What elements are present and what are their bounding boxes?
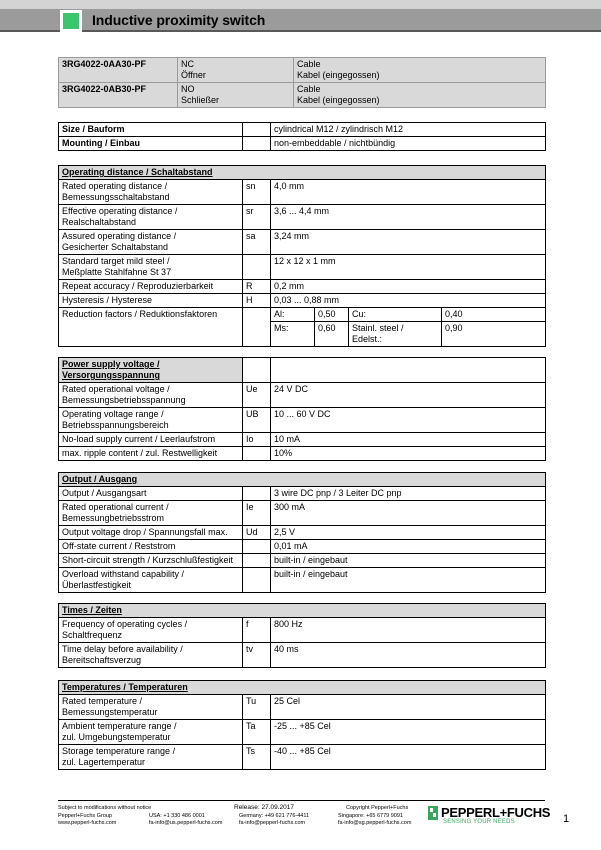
footer-note: Subject to modifications without notice	[58, 805, 152, 811]
spec-symbol: Ue	[243, 383, 271, 408]
material-label: Ms:	[271, 322, 315, 347]
brand-slogan: SENSING YOUR NEEDS	[443, 819, 515, 825]
table-row	[59, 540, 546, 554]
material-label: Cu:	[349, 308, 442, 322]
spec-symbol	[243, 308, 271, 347]
table-row	[59, 695, 546, 720]
table-row	[59, 554, 546, 568]
table-row	[59, 487, 546, 501]
material-factor: 0,60	[315, 322, 349, 347]
spec-label: Effective operating distance / Realschaltabstand	[59, 205, 243, 230]
spec-value: 3 wire DC pnp / 3 Leiter DC pnp	[271, 487, 546, 501]
spec-label: Rated temperature / Bemessungstemperatur	[59, 695, 243, 720]
spec-label: Standard target mild steel / Meßplatte Stahlfahne St 37	[59, 255, 243, 280]
spec-symbol: Ts	[243, 745, 271, 770]
spec-label: Overload withstand capability / Überlastfestigkeit	[59, 568, 243, 593]
table-row	[59, 720, 546, 745]
spec-label: Rated operating distance / Bemessungsschaltabstand	[59, 180, 243, 205]
spec-value: 24 V DC	[271, 383, 546, 408]
spec-value: 12 x 12 x 1 mm	[271, 255, 546, 280]
table-row	[59, 745, 546, 770]
times-table	[58, 603, 546, 668]
spec-value: 25 Cel	[271, 695, 546, 720]
footer-copyright: Copyright Pepperl+Fuchs	[346, 805, 409, 811]
spec-label: Rated operational voltage / Bemessungsbetriebsspannung	[59, 383, 243, 408]
product-row	[59, 58, 546, 83]
footer-contact-usa: USA: +1 330 486 0001 fa-info@us.pepperl-fuchs.com	[149, 813, 223, 826]
material-label: Stainl. steel / Edelst.:	[349, 322, 442, 347]
spec-symbol: Ie	[243, 501, 271, 526]
spec-symbol	[243, 540, 271, 554]
spec-symbol: tv	[243, 643, 271, 668]
table-row	[59, 294, 546, 308]
spec-label: Output / Ausgangsart	[59, 487, 243, 501]
spec-symbol: Io	[243, 433, 271, 447]
table-row	[59, 501, 546, 526]
footer-contact-germany: Germany: +49 621 776-4411 fa-info@pepperl-fuchs.com	[239, 813, 310, 826]
pepperl-fuchs-logo-icon	[428, 806, 438, 820]
connection-type: Cable Kabel (eingegossen)	[294, 58, 546, 83]
spec-value: 4,0 mm	[271, 180, 546, 205]
spec-symbol: Tu	[243, 695, 271, 720]
connection-type: Cable Kabel (eingegossen)	[294, 83, 546, 108]
spec-label: Rated operational current / Bemessungbetriebsstrom	[59, 501, 243, 526]
table-row	[59, 230, 546, 255]
spec-label: Mounting / Einbau	[59, 137, 243, 151]
spec-symbol: Ta	[243, 720, 271, 745]
spec-symbol	[243, 137, 271, 151]
spec-value: 0,2 mm	[271, 280, 546, 294]
spec-value: 2,5 V	[271, 526, 546, 540]
spec-label: Time delay before availability / Bereitschaftsverzug	[59, 643, 243, 668]
product-table	[58, 57, 546, 108]
section-heading: Power supply voltage / Versorgungsspannung	[59, 358, 546, 383]
spec-label: Assured operating distance / Gesicherter Schaltabstand	[59, 230, 243, 255]
spec-value: -25 ... +85 Cel	[271, 720, 546, 745]
product-row	[59, 83, 546, 108]
table-row	[59, 408, 546, 433]
table-row	[59, 568, 546, 593]
spec-label: Size / Bauform	[59, 123, 243, 137]
table-row	[59, 308, 546, 322]
spec-value: 10 mA	[271, 433, 546, 447]
material-label: Al:	[271, 308, 315, 322]
green-square-icon	[60, 10, 82, 32]
section-heading: Times / Zeiten	[59, 604, 546, 618]
spec-symbol	[243, 568, 271, 593]
spec-label: No-load supply current / Leerlaufstrom	[59, 433, 243, 447]
spec-label: Frequency of operating cycles / Schaltfrequenz	[59, 618, 243, 643]
spec-label: Repeat accuracy / Reproduzierbarkeit	[59, 280, 243, 294]
power-supply-table	[58, 357, 546, 461]
part-number: 3RG4022-0AB30-PF	[59, 83, 178, 108]
section-heading: Temperatures / Temperaturen	[59, 681, 546, 695]
spec-symbol: f	[243, 618, 271, 643]
output-table	[58, 472, 546, 593]
switch-type: NC Öffner	[178, 58, 294, 83]
material-factor: 0,50	[315, 308, 349, 322]
table-row	[59, 383, 546, 408]
table-row	[59, 643, 546, 668]
spec-value: 3,6 ... 4,4 mm	[271, 205, 546, 230]
spec-symbol: Ud	[243, 526, 271, 540]
spec-symbol: R	[243, 280, 271, 294]
spec-symbol	[243, 447, 271, 461]
table-row	[59, 180, 546, 205]
spec-label: Storage temperature range / zul. Lagertemperatur	[59, 745, 243, 770]
table-row	[59, 618, 546, 643]
spec-label: Output voltage drop / Spannungsfall max.	[59, 526, 243, 540]
table-row	[59, 137, 546, 151]
spec-label: Reduction factors / Reduktionsfaktoren	[59, 308, 243, 347]
spec-value: 300 mA	[271, 501, 546, 526]
spec-label: max. ripple content / zul. Restwelligkeit	[59, 447, 243, 461]
top-strip	[0, 0, 601, 9]
spec-symbol	[243, 554, 271, 568]
spec-label: Operating voltage range / Betriebsspannungsbereich	[59, 408, 243, 433]
table-row	[59, 433, 546, 447]
brand-name: PEPPERL+FUCHS	[441, 805, 551, 820]
spec-value: 0,03 ... 0,88 mm	[271, 294, 546, 308]
spec-value: -40 ... +85 Cel	[271, 745, 546, 770]
spec-label: Hysteresis / Hysterese	[59, 294, 243, 308]
temperatures-table	[58, 680, 546, 770]
switch-type: NO Schließer	[178, 83, 294, 108]
spec-value: 10 ... 60 V DC	[271, 408, 546, 433]
spec-label: Ambient temperature range / zul. Umgebungstemperatur	[59, 720, 243, 745]
spec-value: 0,01 mA	[271, 540, 546, 554]
table-row	[59, 123, 546, 137]
part-number: 3RG4022-0AA30-PF	[59, 58, 178, 83]
spec-value: cylindrical M12 / zylindrisch M12	[271, 123, 546, 137]
table-row	[59, 526, 546, 540]
spec-value: built-in / eingebaut	[271, 568, 546, 593]
spec-symbol: UB	[243, 408, 271, 433]
spec-symbol	[243, 487, 271, 501]
section-heading: Operating distance / Schaltabstand	[59, 166, 546, 180]
footer-release: Release: 27.09.2017	[234, 804, 294, 811]
spec-label: Off-state current / Reststrom	[59, 540, 243, 554]
operating-distance-table	[58, 165, 546, 347]
page-title: Inductive proximity switch	[92, 12, 266, 28]
table-row	[59, 447, 546, 461]
spec-symbol	[243, 123, 271, 137]
material-factor: 0,90	[442, 322, 546, 347]
table-row	[59, 280, 546, 294]
material-factor: 0,40	[442, 308, 546, 322]
page-number: 1	[563, 813, 570, 825]
spec-value: 10%	[271, 447, 546, 461]
spec-symbol: sa	[243, 230, 271, 255]
spec-symbol: sr	[243, 205, 271, 230]
spec-value: non-embeddable / nichtbündig	[271, 137, 546, 151]
footer-contact-singapore: Singapore: +65 6779 9091 fa-info@sg.pepperl-fuchs.com	[338, 813, 412, 826]
spec-value: 40 ms	[271, 643, 546, 668]
title-bar	[0, 9, 601, 32]
spec-symbol: H	[243, 294, 271, 308]
spec-value: 3,24 mm	[271, 230, 546, 255]
spec-symbol	[243, 255, 271, 280]
spec-label: Short-circuit strength / Kurzschlußfestigkeit	[59, 554, 243, 568]
general-table	[58, 122, 546, 151]
section-heading: Output / Ausgang	[59, 473, 546, 487]
footer-contact-group: Pepperl+Fuchs Group www.pepperl-fuchs.com	[58, 813, 117, 826]
table-row	[59, 255, 546, 280]
table-row	[59, 205, 546, 230]
spec-value: 800 Hz	[271, 618, 546, 643]
spec-symbol: sn	[243, 180, 271, 205]
spec-value: built-in / eingebaut	[271, 554, 546, 568]
